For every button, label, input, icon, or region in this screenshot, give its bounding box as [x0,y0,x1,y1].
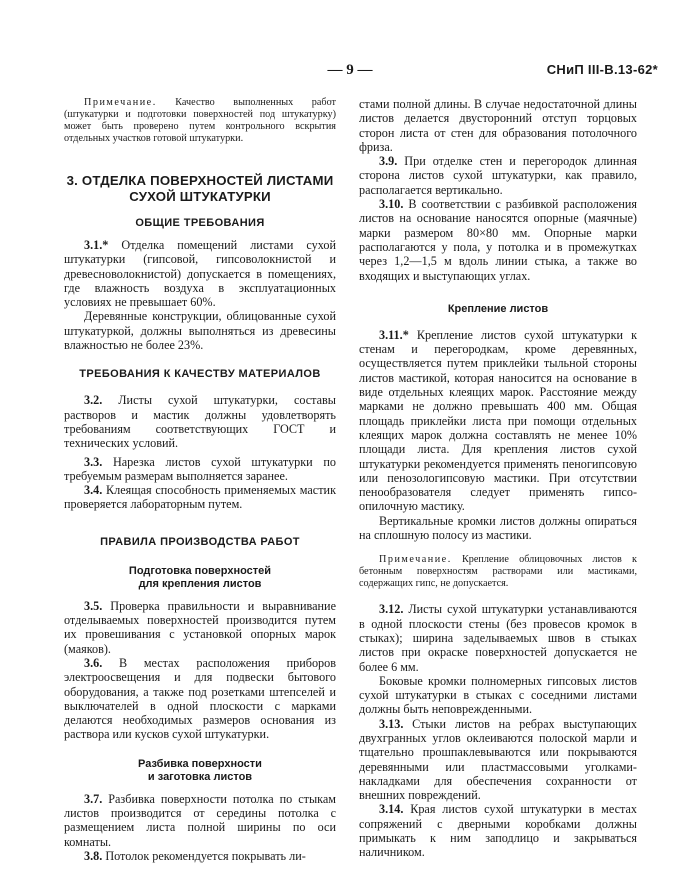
clause-number: 3.12. [379,602,404,617]
clause-number: 3.14. [379,802,404,817]
clause-number: 3.2. [84,393,103,408]
heading-layout-line2: и заготовка листов [147,770,253,783]
paragraph-3-1-cont: Деревянные конструкции, облицованные сухой штукатуркой, должны выполняться из древесины влажностью не более 23%. [64,309,336,353]
paragraph-3-12-cont: Боковые кромки полномерных гипсовых листов сухой штукатурки в стыках с соседними листами должны быть неповрежденными. [359,673,637,717]
clause-number: 3.11.* [379,327,409,342]
subsection-materials-title: ТРЕБОВАНИЯ К КАЧЕСТВУ МАТЕРИАЛОВ [79,368,321,381]
note-quality [64,97,336,145]
right-column [359,97,637,860]
clause-text: При отделке стен и перегородок длинная сторона листов сухой штукатурки, как правило, располагается вертикально. [359,154,637,197]
left-column [64,97,336,863]
document-code: СНиП III-В.13-62* [546,62,658,77]
page-header [0,62,700,84]
clause-number: 3.5. [84,598,103,613]
clause-text: Края листов сухой штукатурки в местах сопряжений с дверными коробками должны примыкать к ним заподлицо и закрываться наличником. [359,802,637,860]
heading-preparation-line2: для крепления листов [138,577,262,590]
clause-number: 3.4. [84,483,103,498]
clause-text: Листы сухой штукатурки, составы растворов и мастик должны удовлетворять требованиям соответствующих ГОСТ и технических условий. [64,393,336,451]
clause-text: Проверка правильности и выравнивание отделываемых поверхностей производится путем их провешивания с установкой опорных марок (маяков). [64,598,336,656]
clause-text: Стыки листов на ребрах выступающих двухгранных углов оклеиваются полоской марли и тщательно прошпаклевываются или покрываются деревянными или пластмассовыми уголками-накладками для обеспечения сохранности от внешних повреждений. [359,716,637,803]
note-label: Примечание. [84,97,157,108]
heading-layout-line1: Разбивка поверхности [138,757,262,770]
paragraph-3-9 [359,154,637,197]
paragraph-3-10 [359,197,637,283]
clause-number: 3.9. [379,154,398,169]
clause-text: Потолок рекомендуется покрывать ли- [102,848,306,863]
heading-fastening: Крепление листов [447,302,549,315]
paragraph-3-13 [359,717,637,803]
clause-text: Отделка помещений листами сухой штукатурки (гипсовой, гипсоволокнистой и древесноволокнистой) допускается в помещениях, где влажность воздуха в эксплуатационных условиях не превышает 60%. [64,238,336,310]
paragraph-3-4 [64,483,336,512]
clause-text: Нарезка листов сухой штукатурки по требуемым размерам выполняется заранее. [64,454,336,483]
paragraph-3-14 [359,802,637,859]
paragraph-3-3 [64,455,336,484]
clause-number: 3.3. [84,454,103,469]
clause-text: Крепление листов сухой штукатурки к стенам и перегородкам, кроме деревянных, осуществляется путем приклейки тыльной стороны листов мастикой, которая наносится на основание в виде отдельных клеящих марок. Расстояние между марками не должно превышать 400 мм. Общая площадь приклейки листа при помощи отдельных клеящих марок должна составлять не менее 10% площади листа. Для крепления листов сухой штукатурки рекомендуется применять пеногипсовую или пенозологипсовую мастики. При отсутствии пенообразователя следует применять гипсо-опилочную мастику. [359,327,637,514]
paragraph-3-1 [64,238,336,309]
clause-text: Клеящая способность применяемых мастик проверяется лабораторным путем. [64,483,336,512]
clause-number: 3.1.* [84,238,109,252]
note-label: Примечание. [379,554,452,566]
subsection-rules-title: ПРАВИЛА ПРОИЗВОДСТВА РАБОТ [100,535,300,548]
clause-text: Листы сухой штукатурки устанавливаются в одной плоскости стены (без провесов кромок в стыках); ширина заделываемых швов в стыках листов при окраске поверхностей допускается не более 6 мм. [359,602,637,674]
page-number: — 9 — [327,62,373,78]
paragraph-3-11 [359,328,637,514]
note-text: Крепление облицовочных листов к бетонным поверхностям растворами или мастиками, содержащих гипс, не допускается. [359,554,637,590]
subsection-general-title: ОБЩИЕ ТРЕБОВАНИЯ [135,217,265,229]
section-title: 3. ОТДЕЛКА ПОВЕРХНОСТЕЙ ЛИСТАМИ СУХОЙ ШТУКАТУРКИ [66,173,334,204]
paragraph-3-8-cont: стами полной длины. В случае недостаточной длины листов делается двусторонний отступ торцовых сторон листа от стен для образования потолочного фриза. [359,97,637,154]
paragraph-3-8 [64,849,336,863]
clause-number: 3.8. [84,848,103,863]
clause-number: 3.7. [84,791,103,806]
clause-number: 3.10. [379,197,404,212]
clause-text: Разбивка поверхности потолка по стыкам листов производится от середины потолка с размещением листа полной ширины по оси комнаты. [64,791,336,849]
clause-text: В соответствии с разбивкой расположения листов на основание наносятся опорные (маячные) марки размером 80×80 мм. Опорные марки располагаются у пола, у потолка и в промежутках через 1,2—1,5 м вдоль линии стыка, а также во входящих и выступающих углах. [359,197,637,283]
clause-text: В местах расположения приборов электроосвещения и для подвески бытового оборудования, а также под розетками штепселей и выключателей в одной плоскости с марками делаются необходимых размеров основания из раствора или кусков сухой штукатурки. [64,655,336,742]
note-text: Качество выполненных работ (штукатурки и подготовки поверхностей под штукатурку) может быть проверено путем контрольного вскрытия отдельных участков готовой штукатурки. [64,97,336,144]
paragraph-3-11-cont: Вертикальные кромки листов должны опираться на сплошную полосу из мастики. [359,513,637,543]
clause-number: 3.6. [84,655,103,670]
paragraph-3-6 [64,656,336,742]
heading-preparation-line1: Подготовка поверхностей [128,564,272,577]
paragraph-3-12 [359,602,637,673]
clause-number: 3.13. [379,716,404,731]
paragraph-3-7 [64,792,336,849]
paragraph-3-5 [64,599,336,656]
note-fastening [359,554,637,590]
paragraph-3-2 [64,393,336,450]
